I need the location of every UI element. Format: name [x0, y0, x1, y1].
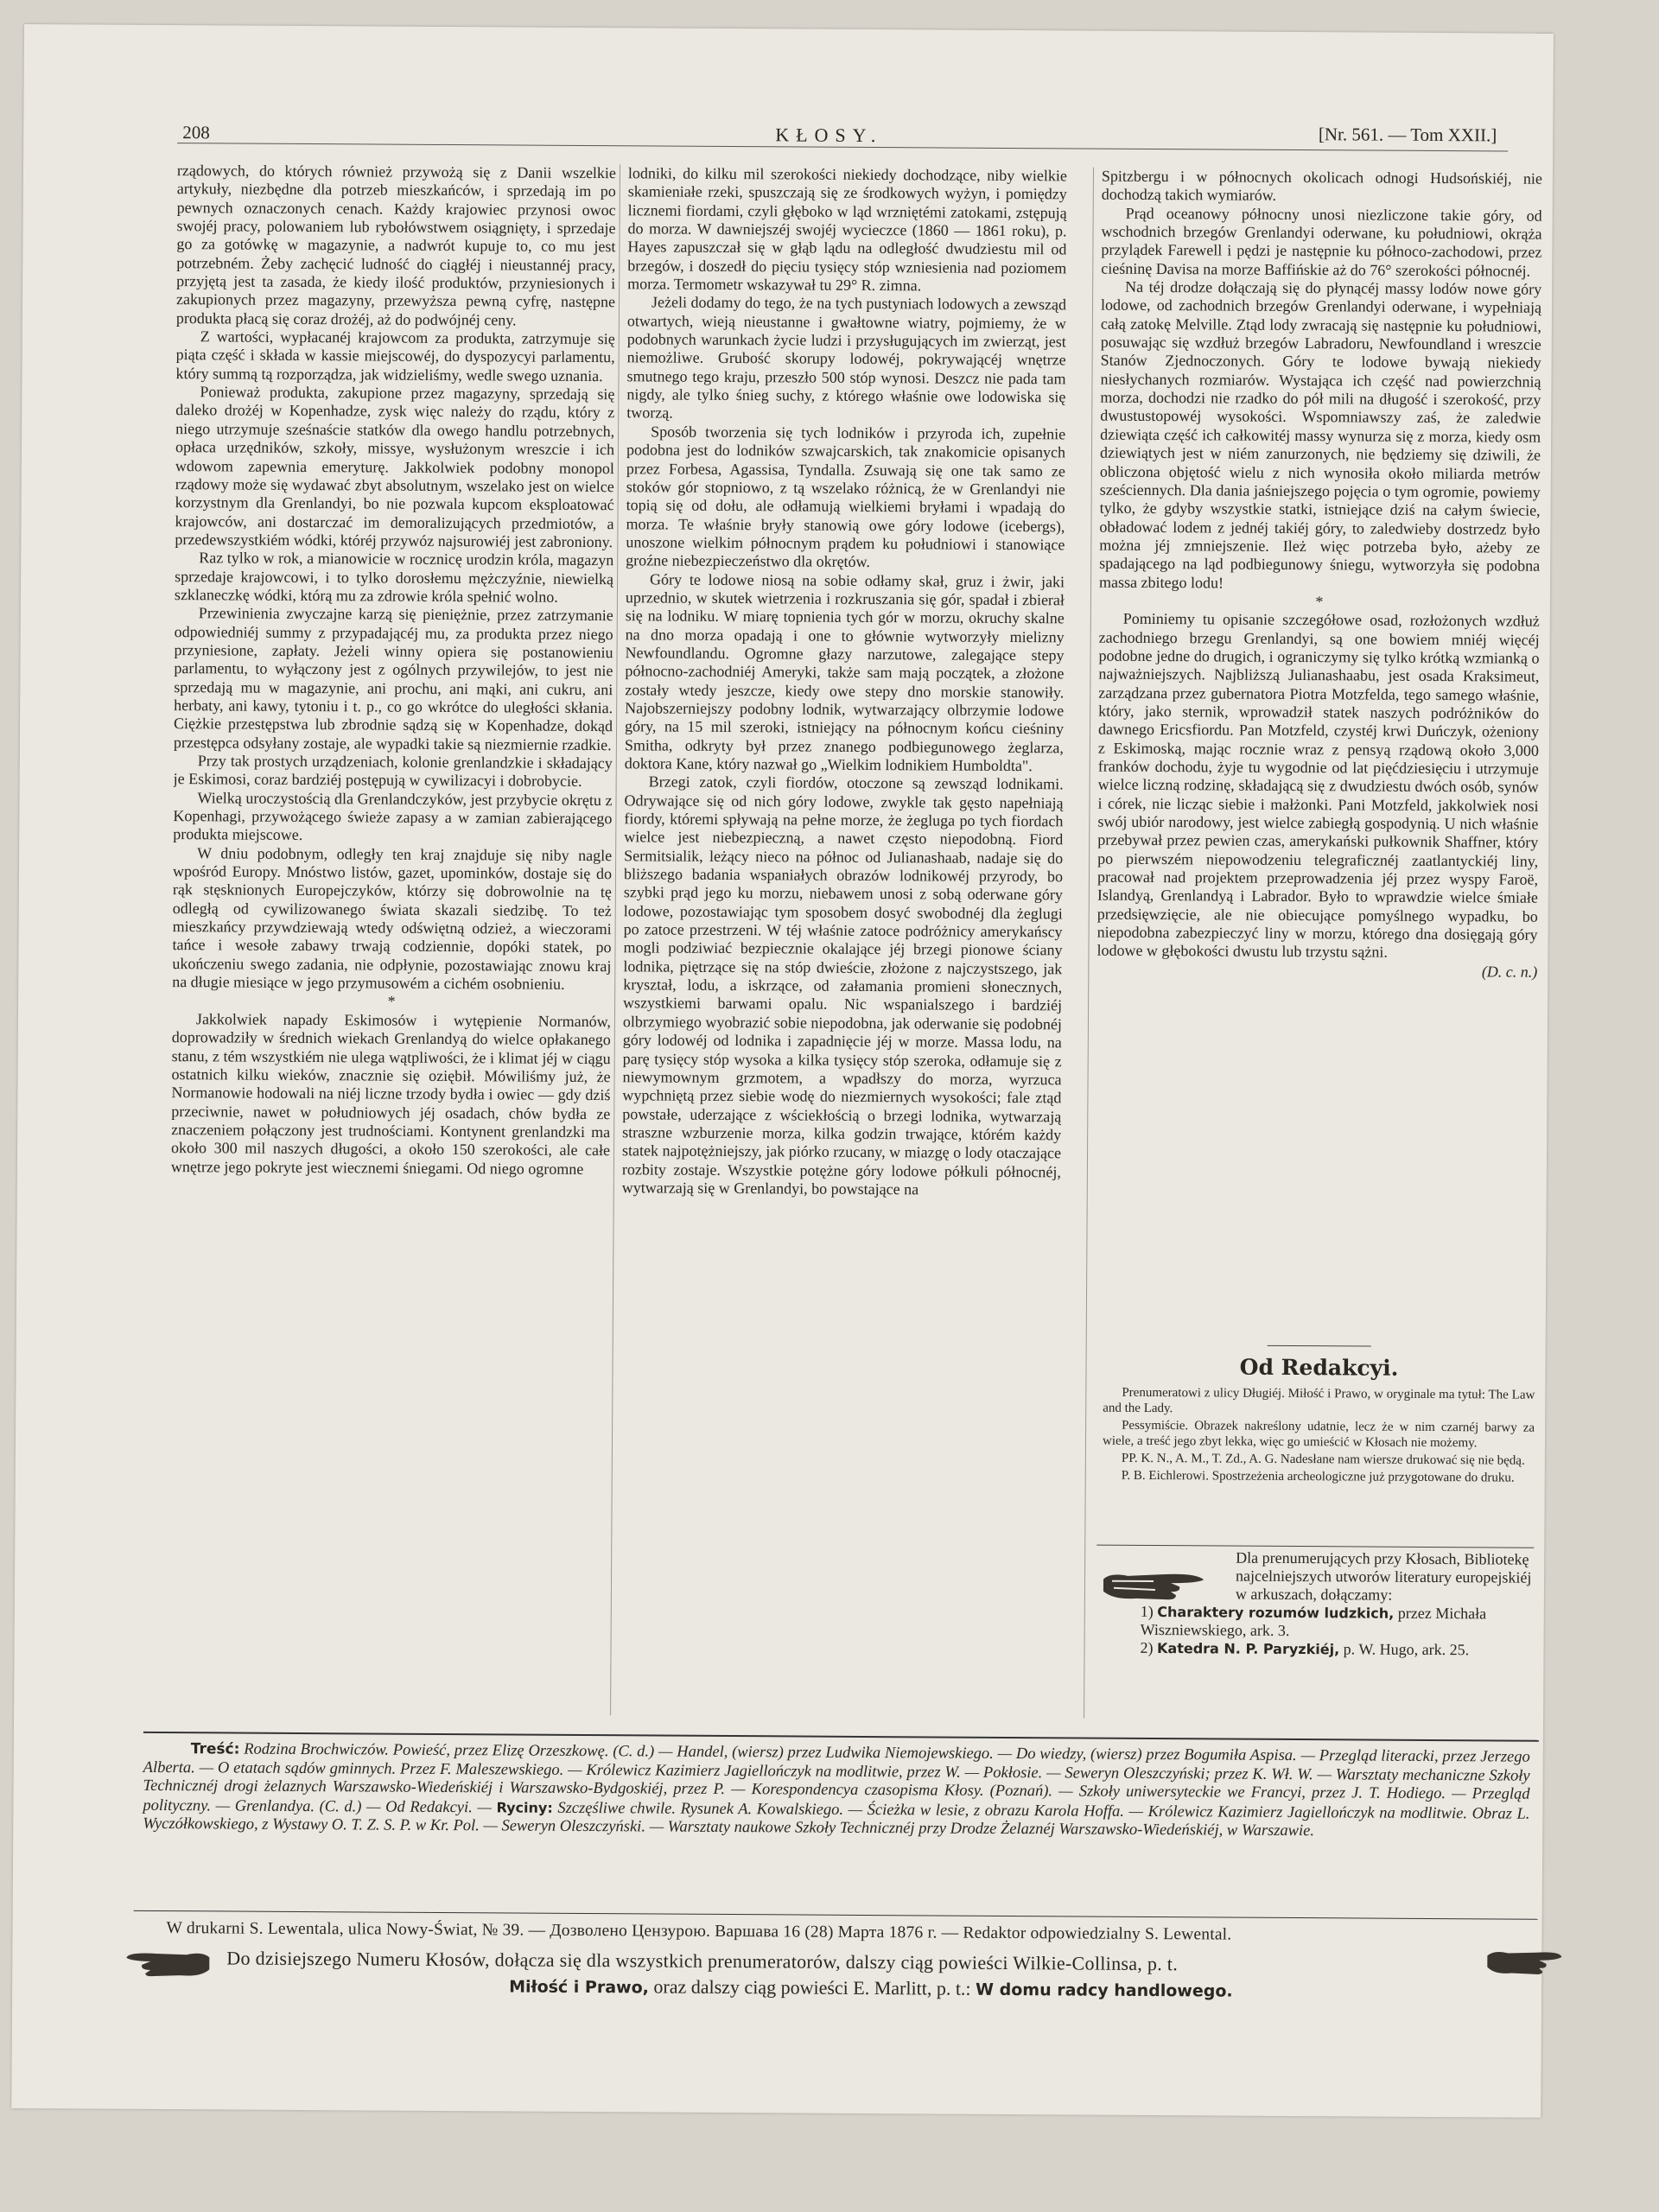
item-number: 1): [1140, 1602, 1154, 1621]
text-column-2: [619, 164, 1067, 1713]
paragraph: Wielką uroczystością dla Grenlandczyków, jest przybycie okrętu z Kopenhagi, przywożącego świeże zapasy a w zamian zabierającego produkta miejscowe.: [173, 788, 613, 844]
editorial-note: PP. K. N., A. M., T. Zd., A. G. Nadesłane nam wiersze drukować się nie będą.: [1121, 1451, 1525, 1468]
announcement: [124, 1945, 1559, 2014]
announcement-text: oraz dalszy ciąg powieści E. Marlitt, p. t.:: [648, 1975, 976, 1999]
continuation-note: (D. c. n.): [1481, 963, 1538, 981]
paragraph: Sposób tworzenia się tych lodników i przyroda ich, zupełnie podobna jest do lodników szwajcarskich, tak znakomicie opisanych przez Forbesa, Agassisa, Tyndalla. Zsuwają się one tak samo ze stoków gór stopniowo, z tą wszelako różnicą, że w Grenlandyi nie topią się od dołu, ale odłamują wielkiemi bryłami i wpadają do morza. Te właśnie bryły stanowią owe góry lodowe (icebergs), unoszone wielkim północnym prądem ku południowi i stanowiące groźne niebezpieczeństwo dla okrętów.: [626, 423, 1066, 571]
text-column-3: [1095, 168, 1542, 1328]
supplement-notice: [1101, 1548, 1534, 1660]
illustrations-label: Ryciny:: [496, 1798, 553, 1816]
supplement-item: [1101, 1639, 1533, 1660]
item-title: Katedra N. P. Paryzkiéj,: [1156, 1640, 1340, 1658]
paragraph: Przy tak prostych urządzeniach, kolonie grenlandzkie i składający je Eskimosi, coraz bardziéj postępują w cywilizacyi i dobrobycie.: [173, 752, 613, 791]
paragraph: Pominiemy tu opisanie szczegółowe osad, rozłożonych wzdłuż zachodniego brzegu Grenlandyi, są one bowiem mniéj więcéj podobne jedne do drugich, i ograniczymy się tylko krótką wzmianką o najważniejszych. Najbliższą Julianashaabu, jest osada Kraksimeut, zarządzana przez gubernatora Piotra Motzfelda, tego samego właśnie, który, jako sternik, wprowadził statek naszych podróżników do dawnego Ericsfiordu. Pan Motzfeld, czystéj krwi Duńczyk, ożeniony z Eskimoską, mając rocznie wraz z pensyą rządową około 3,000 franków dochodu, żyje tu wygodnie od lat pięćdziesięciu i utrzymuje wielce liczną rodzinę, składającą się z dwudziestu dwóch osób, synów i córek, nie licząc siebie i małżonki. Pani Motzfeld, jakkolwiek nosi swój ubiór narodowy, jest wielce zabiegłą gospodynią. U nich właśnie przebywał przez pewien czas, amerykański pułkownik Shaffner, który po pierwszém niepowodzeniu telegraficznéj zaatlantyckiéj liny, pracował nad projektem przeprowadzenia jéj przez wyspy Faroë, Islandyą, Grenlandyą i Labrador. Było to wprawdzie wielce śmiałe przedsięwzięcie, ale nie obiecujące pomyślnego wypadku, bo niepodobna zabezpieczyć liny w morzu, którego dna dosięgają góry lodowe w głębokości dwustu lub trzystu sążni.: [1096, 610, 1540, 962]
paragraph: Raz tylko w rok, a mianowicie w rocznicę urodzin króla, magazyn sprzedaje krajowcowi, i to tylko dorosłemu mężczyźnie, niewielką szklaneczkę wódki, którą mu za zdrowie króla spełnić wolno.: [174, 549, 614, 606]
editorial-heading: Od Redakcyi.: [1239, 1354, 1399, 1381]
imprint-rule: [134, 1910, 1538, 1920]
item-detail: p. W. Hugo, ark. 25.: [1339, 1640, 1470, 1659]
item-title: Charaktery rozumów ludzkich,: [1157, 1604, 1395, 1622]
text-column-1: [168, 162, 616, 1711]
paragraph: Góry te lodowe niosą na sobie odłamy skał, gruz i żwir, jaki uprzednio, w skutek wietrzenia i rozkruszania się gór, spadał i zbierał się na lodniku. W miarę topnienia tych gór w morzu, okruchy skalne na dno morza opadają i one to głównie wytworzyły mielizny Newfoundlandu. Ogromne głazy narzutowe, zalegające stepy północno-zachodniéj Ameryki, także sam mają początek, a złożone zostały wtedy jeszcze, kiedy owe stepy dno morskie stanowiły. Najobszerniejszy podobny lodnik, wytwarzający olbrzymie lodowe góry, na 15 mil szeroki, istniejący na północnym końcu cieśniny Smitha, odkryty był przez znanego podbiegunowego żeglarza, doktora Kane, który nazwał go „Wielkim lodnikiem Humboldta".: [624, 569, 1065, 775]
paragraph: W dniu podobnym, odległy ten kraj znajduje się niby nagle wpośród Europy. Mnóstwo listów, gazet, upominków, dostaje się do rąk stęsknionych Europejczyków, którzy się dobrowolnie na tę odległą od cywilizowanego świata skazali siedzibę. To też mieszkańcy przywdziewają wtedy odświętną odzież, a wieczorami tańce i wesołe zabawy trwają codziennie, dopóki statek, po ukończeniu swego zadania, nie odpłynie, pozostawiając znowu kraj na długie miesiące w jego przymusowém a cichém osobnieniu.: [172, 843, 613, 993]
journal-title: KŁOSY.: [775, 124, 883, 147]
pointing-hand-icon: [1485, 1946, 1563, 1976]
editorial-note: Pessymiście. Obrazek nakreślony udatnie, lecz że w nim czarnéj barwy za wiele, a treść jego zbyt lekka, więc go umieścić w Kłosach nie możemy.: [1102, 1418, 1535, 1451]
table-of-contents: [143, 1740, 1530, 1842]
announcement-line: Do dzisiejszego Numeru Kłosów, dołącza się dla wszystkich prenumeratorów, dalszy ciąg powieści Wilkie-Collinsa, p. t.: [226, 1947, 1179, 1975]
paragraph: rządowych, do których również przywożą się z Danii wszelkie artykuły, niezbędne dla potrzeb mieszkańców, i sprzedają im po pewnych oznaczonych cenach. Każdy krajowiec przynosi owoc swojéj pracy, polowaniem lub rybołówstwem osiągnięty, i sprzedaje go za gotówkę w magazynie, a nadwrót kupuje to, co mu jest potrzebném. Żeby zachęcić ludność do ciągłéj i nieustannéj pracy, przyjętą jest ta zasada, że kiedy ilość produktów, przyniesionych i zakupionych przez magazyny, przewyższa pewną cyfrę, następne produkta płacą się coraz drożéj, aż do podwójnéj ceny.: [175, 162, 617, 329]
novel-title: W domu radcy handlowego.: [976, 1980, 1233, 2001]
editorial-notes: [1103, 1344, 1535, 1488]
supplement-item: [1102, 1603, 1534, 1642]
paragraph: Jakkolwiek napady Eskimosów i wytępienie Normanów, doprowadziły w średnich wiekach Grenlandyą do wielce opłakanego stanu, z tém wszystkiém nie ulega wątpliwości, że i klimat jéj w ciągu ostatnich kilku wieków, znacznie się oziębił. Mówiliśmy już, że Normanowie hodowali na niéj liczne trzody bydła i owiec — gdy dziś przeciwnie, nawet w południowych jéj osadach, chów bydła ze znaczeniem połączony jest trudnościami. Kontynent grenlandzki ma około 300 mil naszych długości, a około 150 szerokości, ale całe wnętrze jego pokryte jest wiecznemi śniegami. Od niego ogromne: [170, 1010, 612, 1178]
paragraph: lodniki, do kilku mil szerokości niekiedy dochodzące, niby wielkie skamieniałe rzeki, spuszczają się ze środkowych wyżyn, i pomiędzy licznemi fiordami, czyli głęboko w ląd wrzniętémi zatokami, zstępują do morza. W dawniejszéj swojéj wycieczce (1860 — 1861 roku), p. Hayes zapuszczał się w głąb lądu na odległość dwudziestu mil od brzegów, i doszedł do pięciu tysięcy stóp wzniesienia nad poziomem morza. Termometr wskazywał tu 29° R. zimna.: [627, 164, 1068, 295]
contents-label: Treść:: [190, 1740, 240, 1758]
divider: [1268, 1345, 1371, 1347]
paragraph: Z wartości, wypłacanéj krajowcom za produkta, zatrzymuje się piąta część i składa w kassie miejscowéj, do dyspozycyi parlamentu, który summą tą rozporządza, jak widzieliśmy, wedle swego uznania.: [175, 327, 615, 385]
column-divider: [1084, 168, 1094, 1719]
contents-text: Rodzina Brochwiczów. Powieść, przez Elizę Orzeszkowę. (C. d.) — Handel, (wiersz) przez Ludwika Niemojewskiego. — Do wiedzy, (wiersz) przez Bogumiła Aspisa. — Przegląd literacki, przez Jerzego Alberta. — O etatach sądów gminnych. Przez F. Maleszewskiego. — Królewicz Kazimierz Jagiellończyk na modlitwie, przez W. — Pokłosie. — Seweryn Oleszczyński; przez K. Wł. W. — Warsztaty mechaniczne Szkoły Technicznéj drogi żelaznych Warszawsko-Wiedeńskiéj i Warszawsko-Bydgoskiéj, przez P. — Korespondencya czasopisma Kłosy. (Poznań). — Szkoły uniwersyteckie we Francyi, przez J. T. Hodiego. — Przegląd polityczny. — Grenlandya. (C. d.) — Od Redakcyi. —: [143, 1740, 1530, 1816]
paragraph: Ponieważ produkta, zakupione przez magazyny, sprzedają się daleko drożéj w Kopenhadze, zysk więc należy do rządu, który z niego utrzymuje sześnaście statków dla owego handlu potrzebnych, opłaca urzędników, szkoły, missye, wysłużonym wreszcie i ich wdowom zapewnia emeryturę. Jakkolwiek podobny monopol rządowy może się wydawać zbyt absolutnym, wszelako jest on wielce korzystnym dla Grenlandyi, bo nie pozwala kupcom eksploatować krajowców, ani dostarczać im demoralizujących przedmiotów, a przedewszystkiém wódki, któréj przywóz najsurowiéj jest zabroniony.: [175, 383, 615, 551]
illustrations-text: Szczęśliwe chwile. Rysunek A. Kowalskiego. — Ścieżka w lesie, z obrazu Karola Hoffa. — Królewicz Kazimierz Jagiellończyk na modlitwie. Obraz L. Wyczółkowskiego, z Wystawy O. T. Z. S. P. w Kr. Pol. — Seweryn Oleszczyński. — Warsztaty naukowe Szkoły Technicznéj przy Drodze Żelaznéj Warszawsko-Wiedeńskiéj, w Warszawie.: [143, 1799, 1530, 1840]
novel-title: Miłość i Prawo,: [509, 1977, 649, 1998]
notice-intro: Dla prenumerujących przy Kłosach, Bibliotekę najcelniejszych utworów literatury europejskiéj w arkuszach, dołączamy:: [1235, 1548, 1532, 1604]
section-break: *: [387, 993, 396, 1011]
editorial-note: P. B. Eichlerowi. Spostrzeżenia archeologiczne już przygotowane do druku.: [1121, 1468, 1515, 1485]
pointing-hand-icon: [124, 1947, 211, 1979]
item-detail: przez Michała Wiszniewskiego, ark. 3.: [1140, 1604, 1487, 1639]
section-break: *: [1315, 593, 1324, 611]
issue-number: [Nr. 561. — Tom XXII.]: [1318, 124, 1497, 146]
paragraph: Brzegi zatok, czyli fiordów, otoczone są zewsząd lodnikami. Odrywające się od nich góry lodowe, zwykle tak gęsto napełniają fiordy, któremi spływają na pełne morze, że żegluga po tych fiordach wielce jest niebezpieczną, a nawet często niepodobną. Fiord Sermitsialik, leżący nieco na północ od Julianashaab, nadaje się do bliższego badania wspaniałych obrazów lodnikowéj przyrody, bo szybki prąd jego ku morzu, niebawem unosi z sobą oderwane góry lodowe, pozostawiając tym sposobem dosyć swobodnéj dla żeglugi po zatoce przestrzeni. W téj właśnie zatoce podróżnicy amerykańscy mogli podziwiać bezpiecznie okalające jéj brzegi pionowe ściany lodnika, piętrzące się na stóp dwieście, złożone z najczystszego, jak kryształ, lodu, a iskrzące, od załamania promieni słonecznych, wszystkiemi barwami opalu. Nic wspanialszego i bardziéj olbrzymiego wyobrazić sobie niepodobna, jak oderwanie się podobnéj góry lodowéj od lodnika i zapadnięcie jéj w morze. Massa lodu, na parę tysięcy stóp wysoka a kilka tysięcy stóp szeroka, odłamuje się z niewymownym grzmotem, a wpadłszy do morza, wyrzuca wypchniętą przez siebie wodę do niezmiernych wysokości; fale ztąd powstałe, uderzające z wściekłością o brzegi lodnika, wytwarzają straszne wzburzenie morza, kilka godzin trwające, którém każdy statek najpotężniejszy, jak piórko rzucany, w miazgę o lody otaczające rozbity zostaje. Wszystkie potężne góry lodowe półkuli północnéj, wytwarzają się w Grenlandyi, bo powstające na: [621, 772, 1064, 1198]
announcement-line: [509, 1973, 1233, 2004]
newspaper-page: [11, 24, 1554, 2118]
page-number: 208: [182, 122, 210, 143]
editorial-note: Prenumeratowi z ulicy Długiéj. Miłość i Prawo, w oryginale ma tytuł: The Law and the Lady.: [1103, 1385, 1535, 1416]
divider: [1096, 1545, 1534, 1548]
contents-rule: [143, 1732, 1539, 1742]
paragraph: Prąd oceanowy północny unosi niezliczone takie góry, od wschodnich brzegów Grenlandyi oderwane, ku południowi, okrąża przylądek Farewell i pędzi je następnie ku północo-zachodowi, przez cieśninę Davisa na morze Baffińskie aż do 76° szerokości północnéj.: [1101, 204, 1542, 280]
pointing-hand-icon: [1102, 1567, 1205, 1603]
paragraph: Jeżeli dodamy do tego, że na tych pustyniach lodowych a zewsząd otwartych, wieją nieustanne i gwałtowne wiatry, pojmiemy, że w podobnych warunkach życie ludzi i przysługujących im zwierząt, jest niemożliwe. Grubość skorupy lodowéj, pokrywającéj wnętrze smutnego tego kraju, przeszło 500 stóp wynosi. Deszcz nie pada tam nigdy, ale tylko śnieg suchy, z którego właśnie owe lodowiska się tworzą.: [626, 293, 1067, 423]
paragraph: Przewinienia zwyczajne karzą się pieniężnie, przez zatrzymanie odpowiedniéj summy z przypadającéj mu, za produkta przez niego przyniesione, zapłaty. Jeżeli winny opiera się postanowieniu parlamentu, to wyłączony jest z ogólnych przywilejów, to jest nie sprzedają mu w magazynie, ani prochu, ani mąki, ani cukru, ani herbaty, ani kawy, tytoniu i t. p., co go wkrótce do uległości skłania. Ciężkie przestępstwa lub zbrodnie sądzą się w Kopenhadze, dokąd przestępca odsyłany zostaje, ale wypadki takie są niezmiernie rzadkie.: [173, 604, 613, 753]
paragraph: Spitzbergu i w północnych okolicach odnogi Hudsońskiéj, nie dochodzą takich wymiarów.: [1101, 167, 1543, 205]
paragraph: Na téj drodze dołączają się do płynącéj massy lodów nowe góry lodowe, od zachodnich brzegów Grenlandyi oderwane, i wypełniają całą zatokę Melville. Ztąd lody zwracają się następnie ku południowi, posuwając się wzdłuż brzegów Labradoru, Newfoundland i wreszcie Stanów Zjednoczonych. Góry te lodowe bywają niekiedy niesłychanych rozmiarów. Wystająca ich część nad powierzchnią morza, dochodzi nie rzadko do pół mili na długość i szerokość, przy dwustustopowéj wysokości. Wspomniawszy zaś, że zaledwie dziewiąta część ich całkowitéj massy wynurza się z morza, kiedy osm dziewiątych jest w niém zanurzonych, nie będziemy się dziwili, że obliczona objętość wielu z nich wynosiła około miliarda metrów sześciennych. Dla dania jaśniejszego pojęcia o tym ogromie, powiemy tylko, że gdyby wszystkie statki, istniejące dziś na całym świecie, obładować lodem z jednéj takiéj góry, to zaledwieby dostrzedz było można jéj zmniejszenie. Ileż więc potrzeba było, ażeby ze spadającego na ląd podbiegunowy śniegu, wytworzyła się podobna massa zbitego lodu!: [1099, 277, 1542, 592]
item-number: 2): [1140, 1638, 1154, 1657]
printer-imprint: W drukarni S. Lewentala, ulica Nowy-Świat, № 39. — Дозволено Цензурою. Варшава 16 (28) Марта 1876 г. — Redaktor odpowiedzialny S. Lewental.: [166, 1919, 1232, 1944]
